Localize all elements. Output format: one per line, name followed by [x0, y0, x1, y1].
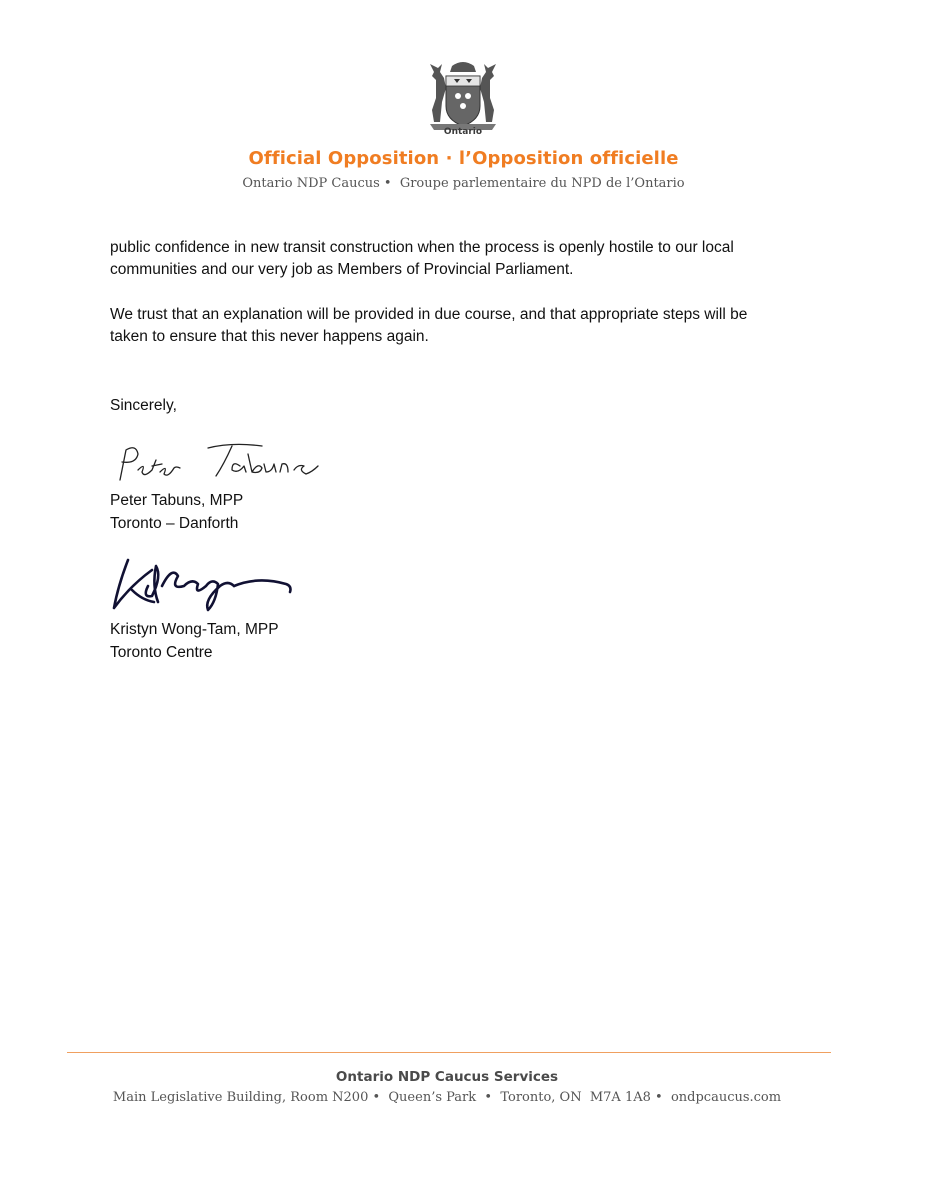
letterhead-heading: Official Opposition · l’Opposition officielle	[248, 148, 679, 169]
signatory-2-name: Kristyn Wong-Tam, MPP	[110, 621, 279, 638]
footer-title: Ontario NDP Caucus Services	[335, 1069, 559, 1085]
signature-peter-tabuns	[112, 436, 327, 484]
footer-divider	[67, 1052, 831, 1053]
crest-ontario-wordmark: Ontario	[443, 127, 483, 137]
signatory-2	[110, 618, 279, 664]
paragraph-1-line-2: communities and our very job as Members of Provincial Parliament.	[110, 261, 574, 278]
paragraph-1-line-1: public confidence in new transit construction when the process is openly hostile to our local	[110, 239, 734, 256]
paragraph-1	[110, 237, 830, 281]
signature-kristyn-wong-tam	[108, 556, 298, 614]
signatory-1-name: Peter Tabuns, MPP	[110, 492, 244, 509]
footer-address: Main Legislative Building, Room N200 • Queen’s Park • Toronto, ON M7A 1A8 • ondpcaucus.com	[112, 1090, 782, 1105]
signatory-1	[110, 489, 243, 535]
paragraph-2-line-2: taken to ensure that this never happens again.	[110, 328, 429, 345]
closing-salutation: Sincerely,	[110, 397, 177, 414]
paragraph-2	[110, 304, 830, 348]
signatory-2-riding: Toronto Centre	[110, 644, 213, 661]
paragraph-2-line-1: We trust that an explanation will be provided in due course, and that appropriate steps will be	[110, 306, 748, 323]
letterhead-subheading: Ontario NDP Caucus • Groupe parlementaire du NPD de l’Ontario	[242, 176, 685, 191]
signatory-1-riding: Toronto – Danforth	[110, 515, 239, 532]
